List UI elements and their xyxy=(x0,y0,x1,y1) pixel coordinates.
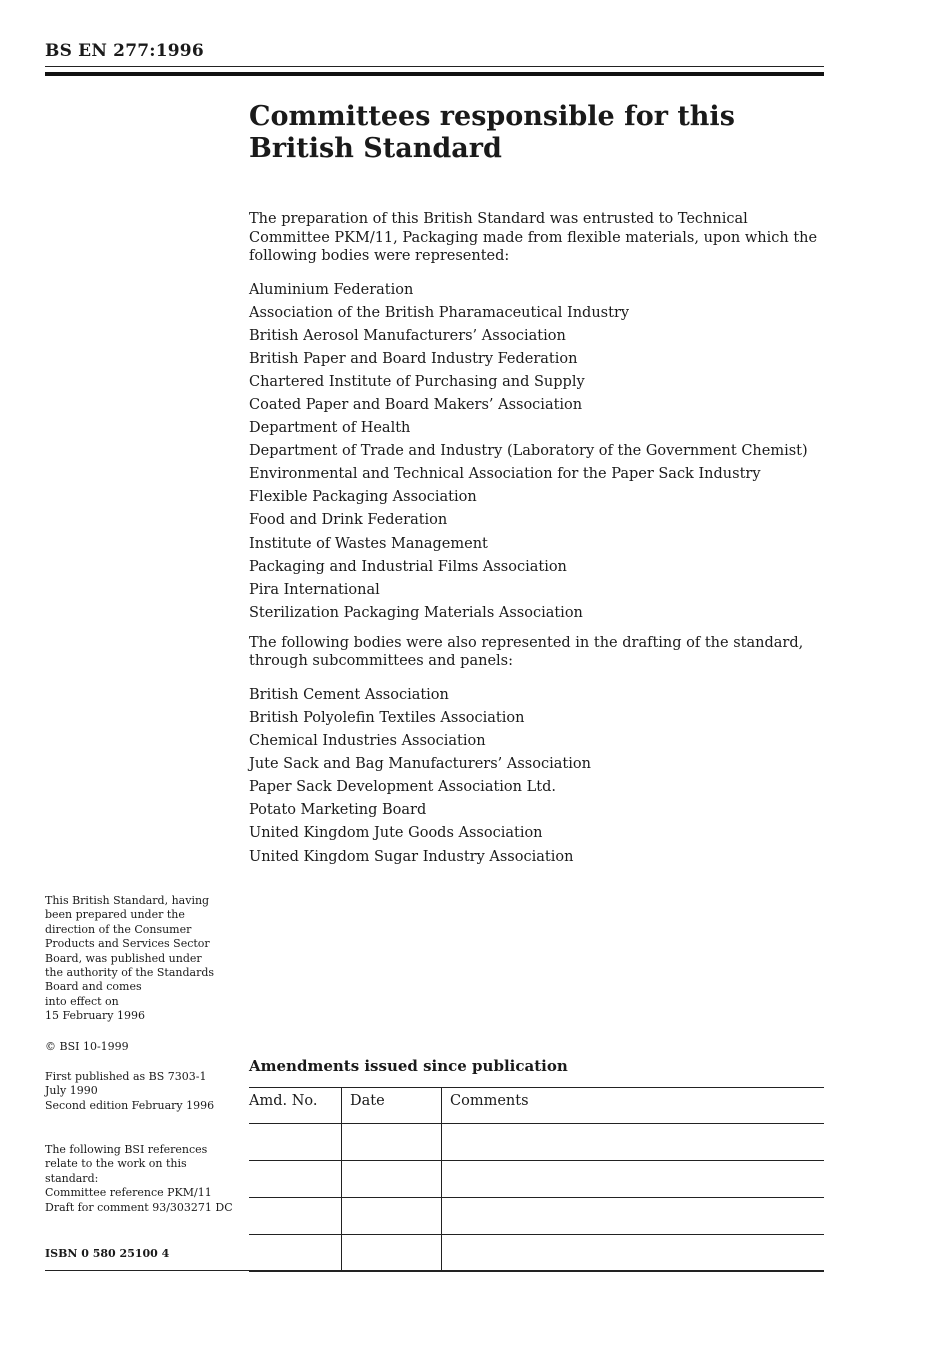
list-item: Coated Paper and Board Makers’ Association xyxy=(249,396,583,413)
header-rule-thick xyxy=(45,72,824,76)
table-header-row xyxy=(249,1088,824,1124)
amendments-table xyxy=(249,1087,824,1272)
bottom-rule xyxy=(249,1270,824,1271)
note-line: the authority of the Standards xyxy=(45,966,215,980)
list-item: Department of Health xyxy=(249,420,411,437)
note-line: Board and comes xyxy=(45,980,142,994)
history-note xyxy=(45,1070,235,1113)
table-cell xyxy=(249,1198,342,1235)
table-cell xyxy=(342,1235,442,1272)
list-item: Environmental and Technical Association for the Paper Sack Industry xyxy=(249,466,761,483)
list-item: Department of Trade and Industry (Laboratory of the Government Chemist) xyxy=(249,443,808,460)
page-title xyxy=(249,101,809,165)
list-item: Sterilization Packaging Materials Association xyxy=(249,604,583,621)
amendments-title: Amendments issued since publication xyxy=(249,1057,568,1075)
table-cell xyxy=(249,1161,342,1198)
list-item: Food and Drink Federation xyxy=(249,512,448,529)
list-item: Association of the British Pharamaceutical Industry xyxy=(249,304,630,321)
table-cell xyxy=(342,1124,442,1161)
note-line: Board, was published under xyxy=(45,951,202,965)
table-row xyxy=(249,1235,824,1272)
note-line: Products and Services Sector xyxy=(45,937,210,951)
copyright-note xyxy=(45,1040,235,1054)
also-paragraph: The following bodies were also represented in the drafting of the standard, through subcommittees and panels: xyxy=(249,634,804,670)
reference-line: The following BSI references xyxy=(45,1143,208,1156)
list-item: British Cement Association xyxy=(249,686,449,703)
list-item: Chemical Industries Association xyxy=(249,733,486,750)
table-cell xyxy=(249,1124,342,1161)
column-header: Amd. No. xyxy=(249,1088,342,1124)
isbn-rule xyxy=(45,1270,249,1271)
list-item: British Aerosol Manufacturers’ Association xyxy=(249,327,566,344)
list-item: British Paper and Board Industry Federation xyxy=(249,350,578,367)
title-line-1: Committees responsible for this xyxy=(249,101,735,132)
note-line: been prepared under the xyxy=(45,908,185,922)
table-row xyxy=(249,1161,824,1198)
reference-line: Draft for comment 93/303271 DC xyxy=(45,1200,233,1214)
table-cell xyxy=(442,1198,825,1235)
history-line: First published as BS 7303-1 xyxy=(45,1070,207,1083)
copyright-text: © BSI 10-1999 xyxy=(45,1040,129,1053)
reference-line: Committee reference PKM/11 xyxy=(45,1186,212,1200)
table-cell xyxy=(342,1161,442,1198)
list-item: Potato Marketing Board xyxy=(249,802,427,819)
note-line: direction of the Consumer xyxy=(45,922,192,936)
table-cell xyxy=(442,1124,825,1161)
isbn: ISBN 0 580 25100 4 xyxy=(45,1247,170,1260)
note-line: 15 February 1996 xyxy=(45,1009,145,1023)
header-rule-thin xyxy=(45,66,824,67)
committee-section xyxy=(249,210,829,869)
intro-paragraph: The preparation of this British Standard was entrusted to Technical Committee PKM/11, Packaging made from flexible materials, upon which the following bodies were represented: xyxy=(249,211,818,264)
reference-line: standard: xyxy=(45,1171,99,1185)
list-item: Chartered Institute of Purchasing and Supply xyxy=(249,373,585,390)
table-cell xyxy=(249,1235,342,1272)
bodies-list xyxy=(249,279,829,625)
note-line: into effect on xyxy=(45,994,119,1008)
list-item: United Kingdom Sugar Industry Association xyxy=(249,848,574,865)
also-bodies-list xyxy=(249,684,829,869)
table-row xyxy=(249,1198,824,1235)
publication-note xyxy=(45,894,235,1024)
list-item: Packaging and Industrial Films Association xyxy=(249,558,567,575)
history-line: Second edition February 1996 xyxy=(45,1098,215,1112)
history-line: July 1990 xyxy=(45,1084,98,1098)
references-note xyxy=(45,1143,245,1215)
note-line: This British Standard, having xyxy=(45,894,210,907)
list-item: Flexible Packaging Association xyxy=(249,489,477,506)
list-item: United Kingdom Jute Goods Association xyxy=(249,825,543,842)
column-header: Date xyxy=(342,1088,442,1124)
list-item: Aluminium Federation xyxy=(249,281,414,298)
reference-line: relate to the work on this xyxy=(45,1157,187,1171)
table-cell xyxy=(442,1161,825,1198)
list-item: Jute Sack and Bag Manufacturers’ Association xyxy=(249,756,591,773)
list-item: Pira International xyxy=(249,581,380,598)
table-cell xyxy=(342,1198,442,1235)
table-row xyxy=(249,1124,824,1161)
title-line-2: British Standard xyxy=(249,133,502,164)
column-header: Comments xyxy=(442,1088,825,1124)
list-item: British Polyolefin Textiles Association xyxy=(249,710,525,726)
list-item: Paper Sack Development Association Ltd. xyxy=(249,779,556,796)
list-item: Institute of Wastes Management xyxy=(249,535,488,552)
document-id: BS EN 277:1996 xyxy=(45,41,204,61)
table-cell xyxy=(442,1235,825,1272)
